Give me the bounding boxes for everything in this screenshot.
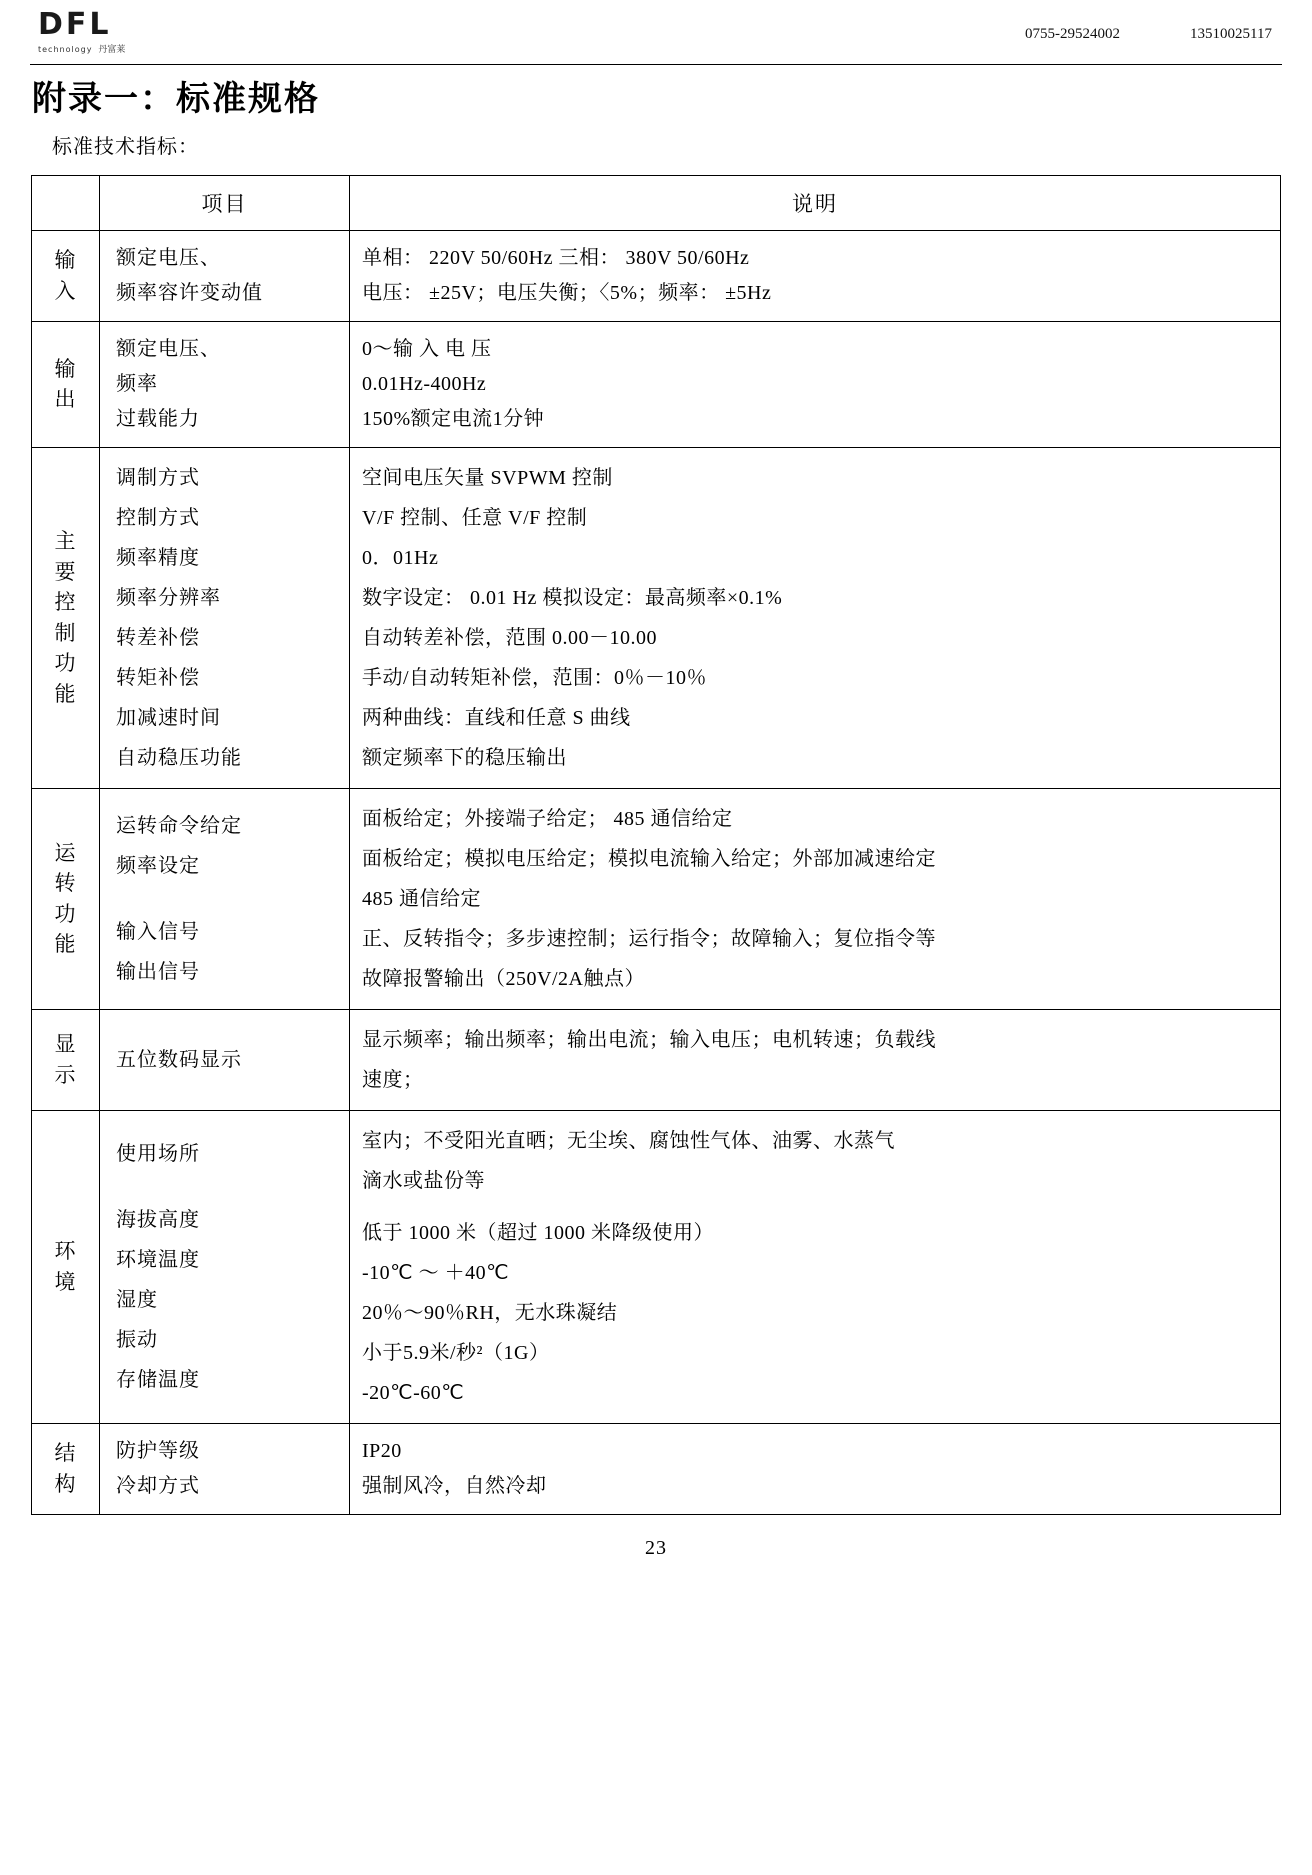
logo-wordmark: DFL bbox=[38, 7, 112, 42]
item-line: 防护等级 bbox=[116, 1439, 200, 1462]
category-char: 结 bbox=[54, 1441, 77, 1466]
item-line: 湿度 bbox=[116, 1288, 158, 1311]
row-items-environment bbox=[100, 1110, 350, 1423]
item-line: 额定电压、 bbox=[116, 337, 221, 360]
desc-line: 低于 1000 米（超过 1000 米降级使用） bbox=[362, 1221, 714, 1244]
item-line: 使用场所 bbox=[116, 1142, 200, 1165]
category-char: 入 bbox=[54, 278, 77, 303]
row-items-operation bbox=[100, 788, 350, 1009]
category-char: 环 bbox=[54, 1239, 77, 1264]
item-line: 冷却方式 bbox=[116, 1474, 200, 1497]
item-line: 输入信号 bbox=[116, 920, 200, 943]
category-char: 构 bbox=[54, 1471, 77, 1496]
header-description: 说明 bbox=[350, 175, 1281, 230]
row-items-display bbox=[100, 1009, 350, 1110]
row-desc-display bbox=[350, 1009, 1281, 1110]
header-contacts bbox=[1025, 10, 1282, 43]
desc-line: -20℃-60℃ bbox=[362, 1381, 465, 1404]
page-header bbox=[30, 0, 1282, 62]
logo-subtitle-cn: 丹富莱 bbox=[98, 44, 126, 54]
row-desc-structure bbox=[350, 1423, 1281, 1514]
item-line: 调制方式 bbox=[116, 466, 200, 489]
table-row bbox=[32, 447, 1281, 788]
row-items-output bbox=[100, 321, 350, 447]
category-char: 能 bbox=[54, 681, 77, 706]
row-desc-input bbox=[350, 230, 1281, 321]
item-line: 转矩补偿 bbox=[116, 666, 200, 689]
desc-line: 单相： 220V 50/60Hz 三相： 380V 50/60Hz bbox=[362, 246, 750, 269]
specification-table bbox=[31, 175, 1281, 1515]
table-row bbox=[32, 321, 1281, 447]
category-char: 运 bbox=[54, 840, 77, 865]
category-char: 出 bbox=[54, 387, 77, 412]
contact-mobile-phone: 13510025117 bbox=[1190, 26, 1272, 42]
page-number: 23 bbox=[645, 1536, 667, 1559]
desc-line: 自动转差补偿，范围 0.00－10.00 bbox=[362, 626, 657, 649]
desc-line: 室内；不受阳光直晒；无尘埃、腐蚀性气体、油雾、水蒸气 bbox=[362, 1129, 895, 1152]
desc-line: 空间电压矢量 SVPWM 控制 bbox=[362, 466, 613, 489]
item-line: 环境温度 bbox=[116, 1248, 200, 1271]
item-line: 加减速时间 bbox=[116, 706, 221, 729]
row-category-display bbox=[32, 1009, 100, 1110]
header-divider bbox=[30, 64, 1282, 65]
table-row bbox=[32, 788, 1281, 1009]
item-line: 过载能力 bbox=[116, 407, 200, 430]
table-row bbox=[32, 230, 1281, 321]
item-line: 转差补偿 bbox=[116, 626, 200, 649]
item-line: 输出信号 bbox=[116, 960, 200, 983]
desc-line: 显示频率；输出频率；输出电流；输入电压；电机转速；负载线 bbox=[362, 1028, 936, 1051]
desc-line: 20％～90％RH，无水珠凝结 bbox=[362, 1301, 618, 1324]
desc-line: 150%额定电流1分钟 bbox=[362, 407, 545, 430]
item-line: 控制方式 bbox=[116, 506, 200, 529]
category-char: 示 bbox=[54, 1062, 77, 1087]
category-char: 控 bbox=[54, 590, 77, 615]
category-char: 转 bbox=[54, 871, 77, 896]
desc-line: 强制风冷，自然冷却 bbox=[362, 1474, 547, 1497]
desc-line: 电压： ±25V；电压失衡；〈5%；频率： ±5Hz bbox=[362, 281, 772, 304]
item-line: 额定电压、 bbox=[116, 246, 221, 269]
category-char: 主 bbox=[54, 529, 77, 554]
desc-line: 额定频率下的稳压输出 bbox=[362, 746, 567, 769]
logo-subtitle-en: technology bbox=[38, 45, 93, 54]
table-row bbox=[32, 1110, 1281, 1423]
row-desc-output bbox=[350, 321, 1281, 447]
category-char: 境 bbox=[54, 1269, 77, 1294]
category-char: 制 bbox=[54, 620, 77, 645]
row-items-main-control bbox=[100, 447, 350, 788]
desc-line: 0.01Hz-400Hz bbox=[362, 372, 487, 395]
desc-line: 485 通信给定 bbox=[362, 887, 481, 910]
row-desc-operation bbox=[350, 788, 1281, 1009]
item-line: 频率容许变动值 bbox=[116, 281, 263, 304]
category-char: 能 bbox=[54, 932, 77, 957]
desc-line: V/F 控制、任意 V/F 控制 bbox=[362, 506, 588, 529]
category-char: 功 bbox=[54, 901, 77, 926]
header-category bbox=[32, 175, 100, 230]
logo-subtitle bbox=[38, 42, 125, 55]
row-items-structure bbox=[100, 1423, 350, 1514]
item-line: 频率分辨率 bbox=[116, 586, 221, 609]
header-item: 项目 bbox=[100, 175, 350, 230]
category-char: 要 bbox=[54, 559, 77, 584]
page-title: 附录一：标准规格 bbox=[32, 79, 320, 119]
item-line: 频率精度 bbox=[116, 546, 200, 569]
item-line: 自动稳压功能 bbox=[116, 746, 242, 769]
page-subtitle: 标准技术指标： bbox=[52, 135, 199, 158]
table-row bbox=[32, 1009, 1281, 1110]
spacer bbox=[362, 1201, 1280, 1213]
desc-line: 小于5.9米/秒²（1G） bbox=[362, 1341, 550, 1364]
desc-line: 0～输 入 电 压 bbox=[362, 337, 492, 360]
spacer bbox=[116, 1174, 349, 1200]
category-char: 功 bbox=[54, 651, 77, 676]
row-desc-environment bbox=[350, 1110, 1281, 1423]
desc-line: 面板给定；外接端子给定； 485 通信给定 bbox=[362, 807, 733, 830]
row-category-structure bbox=[32, 1423, 100, 1514]
item-line: 存储温度 bbox=[116, 1368, 200, 1391]
category-char: 输 bbox=[54, 248, 77, 273]
category-char: 显 bbox=[54, 1032, 77, 1057]
table-header-row bbox=[32, 175, 1281, 230]
item-line: 振动 bbox=[116, 1328, 158, 1351]
item-line: 运转命令给定 bbox=[116, 814, 242, 837]
desc-line: 两种曲线：直线和任意 S 曲线 bbox=[362, 706, 631, 729]
spacer bbox=[116, 886, 349, 912]
row-category-input bbox=[32, 230, 100, 321]
desc-line: 滴水或盐份等 bbox=[362, 1169, 485, 1192]
contact-office-phone: 0755-29524002 bbox=[1025, 26, 1121, 42]
company-logo bbox=[30, 7, 126, 55]
item-line: 频率 bbox=[116, 372, 158, 395]
row-items-input bbox=[100, 230, 350, 321]
row-category-output bbox=[32, 321, 100, 447]
category-char: 输 bbox=[54, 356, 77, 381]
desc-line: 数字设定： 0.01 Hz 模拟设定：最高频率×0.1% bbox=[362, 586, 783, 609]
desc-line: 速度； bbox=[362, 1068, 424, 1091]
table-row bbox=[32, 1423, 1281, 1514]
item-line: 频率设定 bbox=[116, 854, 200, 877]
row-desc-main-control bbox=[350, 447, 1281, 788]
desc-line: 0．01Hz bbox=[362, 546, 439, 569]
desc-line: 故障报警输出（250V/2A触点） bbox=[362, 967, 645, 990]
row-category-environment bbox=[32, 1110, 100, 1423]
row-category-operation bbox=[32, 788, 100, 1009]
item-line: 五位数码显示 bbox=[116, 1048, 242, 1071]
item-line: 海拔高度 bbox=[116, 1208, 200, 1231]
desc-line: 手动/自动转矩补偿，范围：0％－10％ bbox=[362, 666, 708, 689]
row-category-main-control bbox=[32, 447, 100, 788]
desc-line: 正、反转指令；多步速控制；运行指令；故障输入；复位指令等 bbox=[362, 927, 936, 950]
desc-line: 面板给定；模拟电压给定；模拟电流输入给定；外部加减速给定 bbox=[362, 847, 936, 870]
desc-line: -10℃ ～ ＋40℃ bbox=[362, 1261, 510, 1284]
desc-line: IP20 bbox=[362, 1439, 402, 1462]
